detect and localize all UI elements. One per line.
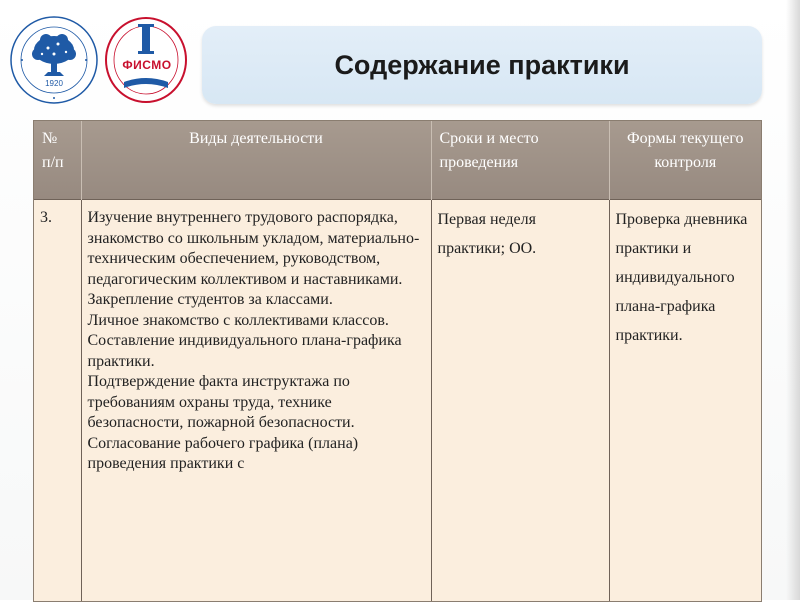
header-control-forms: Формы текущего контроля	[609, 121, 761, 200]
table-row	[34, 200, 761, 602]
emblem-year: 1920	[45, 79, 63, 88]
activity-text: Согласование рабочего графика (плана) проведения практики с	[88, 434, 425, 475]
cell-control-forms: Проверка дневника практики и индивидуального плана-графика практики.	[609, 200, 761, 602]
header-time-place: Сроки и место проведения	[431, 121, 609, 200]
practice-table	[33, 120, 762, 602]
activity-text: Подтверждение факта инструктажа по требованиям охраны труда, технике безопасности, пожарной безопасности.	[88, 372, 425, 434]
university-emblem-logo	[8, 14, 100, 106]
header-number: № п/п	[34, 121, 81, 200]
page-title: Содержание практики	[334, 50, 629, 81]
activity-text: Закрепление студентов за классами.	[88, 290, 425, 311]
cell-activities	[81, 200, 431, 602]
cell-number: 3.	[34, 200, 81, 602]
fismo-logo-label: ФИСМО	[112, 58, 182, 72]
activity-text: Личное знакомство с коллективами классов. Составление индивидуального плана-графика практики.	[88, 311, 425, 373]
activity-text: Изучение внутреннего трудового распорядка, знакомство со школьным укладом, материально-техническим обеспечением, руководством, педагогическим коллективом и наставниками.	[88, 208, 425, 290]
table-header-row	[34, 121, 761, 200]
header-activities: Виды деятельности	[81, 121, 431, 200]
cell-time-place: Первая неделя практики; ОО.	[431, 200, 609, 602]
slide-edge-shadow	[786, 0, 800, 600]
title-box	[202, 26, 762, 104]
table	[34, 121, 761, 602]
